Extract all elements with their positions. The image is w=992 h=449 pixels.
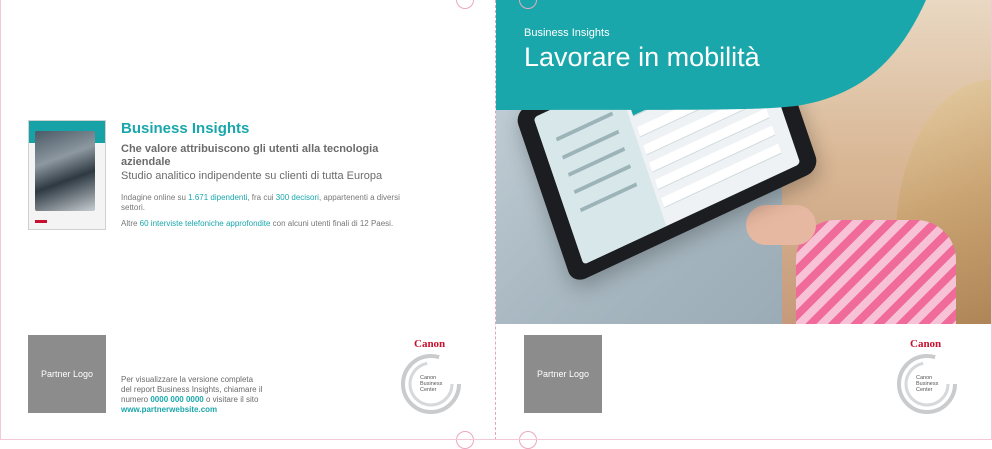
hero-person-hand [746,205,816,245]
survey-text-post: , appartenenti a diversi settori. [121,193,400,212]
cbc-line-3: Center [420,387,437,393]
website-link[interactable]: www.partnerwebsite.com [121,405,218,414]
trim-edge [0,0,1,440]
cbc-line-1: Canon [916,375,933,381]
canon-business-center-badge [896,353,958,415]
left-subtitle: Studio analitico indipendente su clienti di tutta Europa [121,170,383,182]
interviews-text-post: con alcuni utenti finali di 12 Paesi. [270,219,394,228]
canon-business-center-badge [400,353,462,415]
contact-info [121,375,361,415]
title-kicker: Business Insights [524,27,610,39]
partner-logo-box [524,335,602,413]
partner-logo-box [28,335,106,413]
left-subtitle-bold: Che valore attribuiscono gli utenti alla tecnologia aziendale [121,143,379,168]
survey-highlight-employees: 1.671 dipendenti [188,193,248,202]
interviews-highlight: 60 interviste telefoniche approfondite [139,219,271,228]
contact-number-prefix: numero [121,395,151,404]
cbc-line-2: Business [916,381,939,387]
cover-photo [35,131,95,211]
crop-mark [519,431,537,449]
cover-canon-mark [35,220,47,223]
survey-text-pre: Indagine online su [121,193,189,202]
left-title: Business Insights [121,120,250,137]
cbc-line-2: Business [420,381,443,387]
survey-text-mid: , fra cui [247,193,276,202]
survey-paragraph [121,193,421,213]
right-page [496,0,992,440]
left-page [0,0,496,440]
survey-highlight-decisors: 300 decisori [275,193,319,202]
hero-person-sleeve [796,220,956,324]
fold-line [495,0,496,440]
partner-logo-label: Partner Logo [536,369,590,379]
phone-number: 0000 000 0000 [150,395,204,404]
partner-logo-label: Partner Logo [40,369,94,379]
canon-logo: Canon [910,338,942,350]
crop-mark [456,431,474,449]
page-title: Lavorare in mobilità [524,42,760,72]
interviews-text-pre: Altre [121,219,140,228]
contact-line-1: Per visualizzare la versione completa [121,375,254,384]
title-band [496,0,992,110]
contact-line-3 [121,395,361,405]
cbc-line-1: Canon [420,375,437,381]
cbc-line-3: Center [916,387,933,393]
interviews-paragraph [121,219,421,229]
canon-logo: Canon [414,338,446,350]
contact-line-3-suffix: o visitare il sito [203,395,259,404]
report-cover-thumbnail [28,120,106,230]
contact-line-2: del report Business Insights, chiamare il [121,385,263,394]
